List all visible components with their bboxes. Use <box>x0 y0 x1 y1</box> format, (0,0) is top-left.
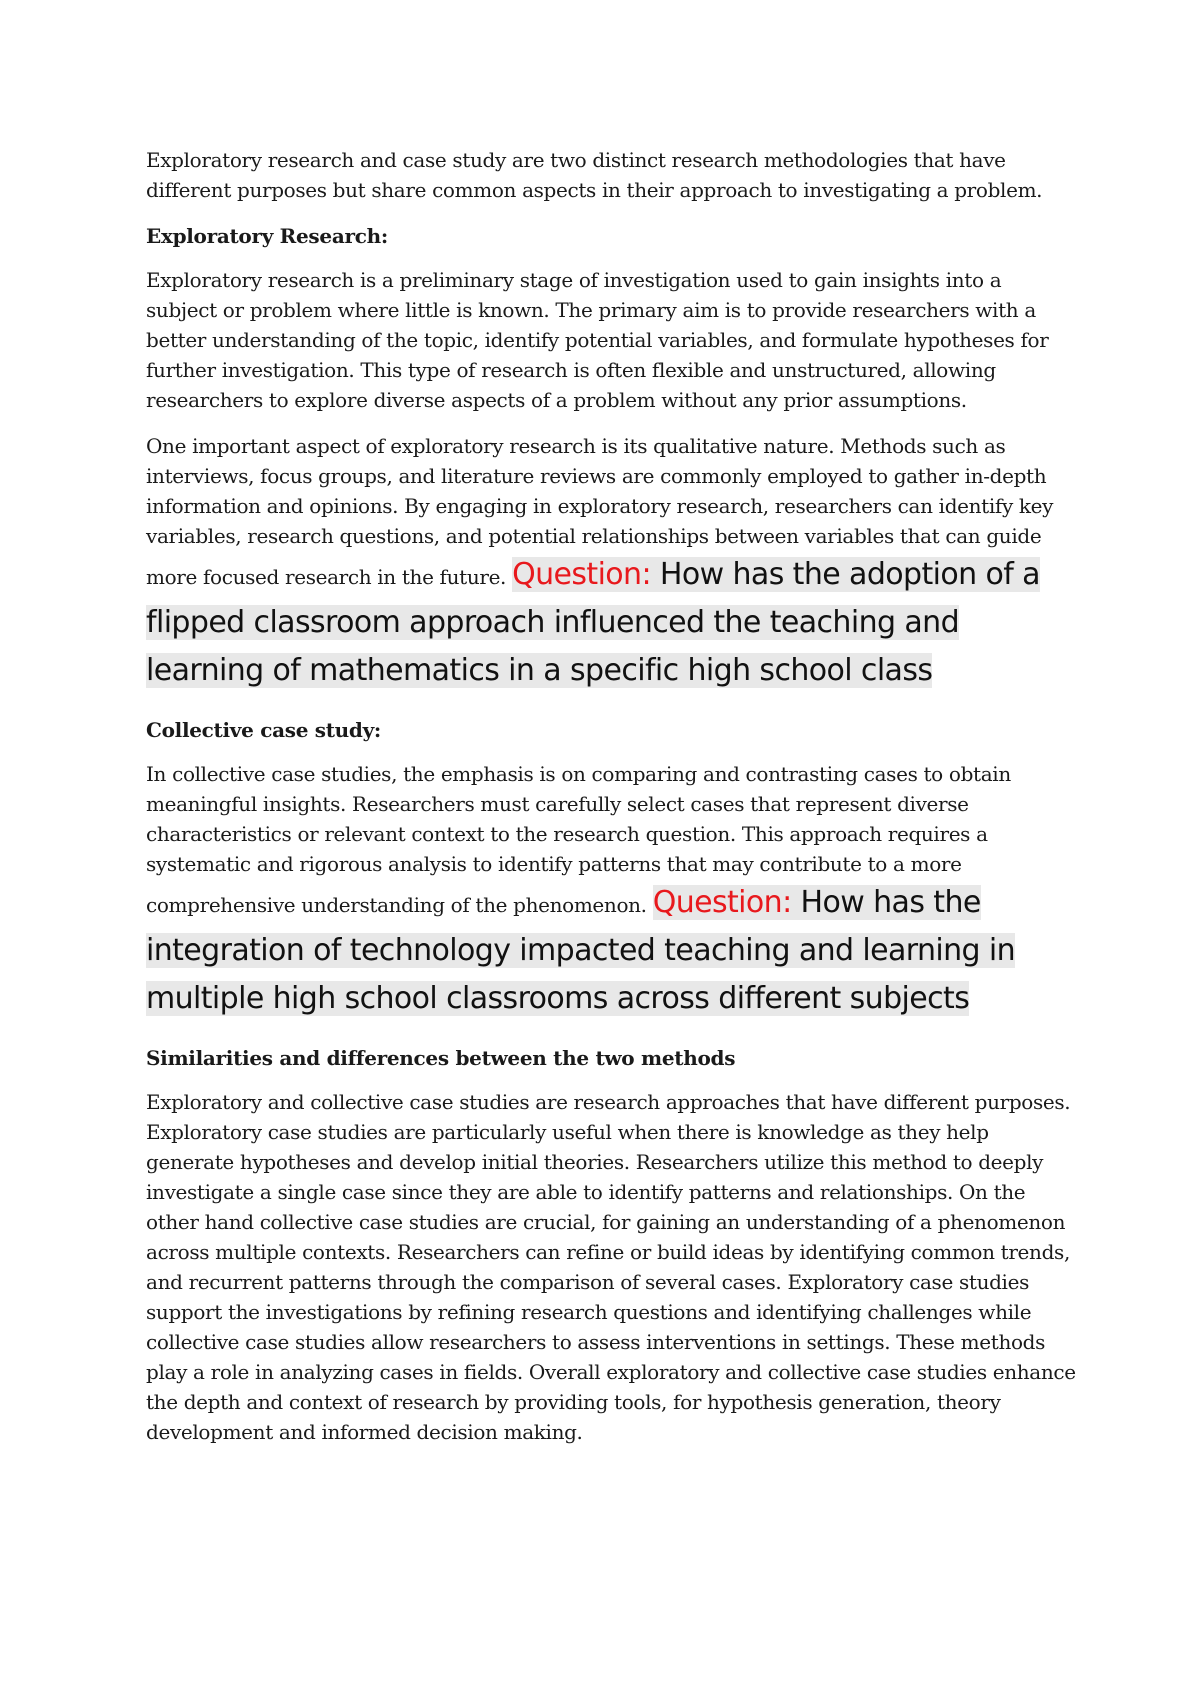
exploratory-paragraph-2 <box>146 431 1076 695</box>
heading-exploratory-research: Exploratory Research: <box>146 224 388 248</box>
exploratory-paragraph-2-text: One important aspect of exploratory research is its qualitative nature. Methods such as interviews, focus groups, and literature reviews are commonly employed to gather in-depth information and opinions. By engaging in exploratory research, researchers can identify key variables, research questions, and potential relationships between variables that can guide more focused research in the future. <box>146 434 1054 589</box>
collective-paragraph-1-text: In collective case studies, the emphasis is on comparing and contrasting cases to obtain meaningful insights. Researchers must carefully select cases that represent diverse characteristics or relevant context to the research question. This approach requires a systematic and rigorous analysis to identify patterns that may contribute to a more comprehensive understanding of the phenomenon. <box>146 762 1011 917</box>
heading-similarities-differences: Similarities and differences between the two methods <box>146 1046 736 1070</box>
exploratory-paragraph-1: Exploratory research is a preliminary stage of investigation used to gain insights into a subject or problem where little is known. The primary aim is to provide researchers with a better understanding of the topic, identify potential variables, and formulate hypotheses for further investigation. This type of research is often flexible and unstructured, allowing researchers to explore diverse aspects of a problem without any prior assumptions. <box>146 268 1049 412</box>
intro-paragraph: Exploratory research and case study are two distinct research methodologies that have different purposes but share common aspects in their approach to investigating a problem. <box>146 148 1043 202</box>
collective-question-label: Question: <box>652 885 792 920</box>
heading-collective-case-study: Collective case study: <box>146 718 382 742</box>
exploratory-question-label: Question: <box>512 557 651 592</box>
collective-paragraph-1 <box>146 759 1076 1023</box>
document-body <box>146 145 1076 1463</box>
similarities-paragraph-1: Exploratory and collective case studies are research approaches that have different purposes. Exploratory case studies are particularly useful when there is knowledge as they help generate hypotheses and develop initial theories. Researchers utilize this method to deeply investigate a single case since they are able to identify patterns and relationships. On the other hand collective case studies are crucial, for gaining an understanding of a phenomenon across multiple contexts. Researchers can refine or build ideas by identifying common trends, and recurrent patterns through the comparison of several cases. Exploratory case studies support the investigations by refining research questions and identifying challenges while collective case studies allow researchers to assess interventions in settings. These methods play a role in analyzing cases in fields. Overall exploratory and collective case studies enhance the depth and context of research by providing tools, for hypothesis generation, theory development and informed decision making. <box>146 1090 1076 1444</box>
collective-question-text: How has the integration of technology impacted teaching and learning in multiple high school classrooms across different subjects <box>146 885 1016 1016</box>
exploratory-question-text: How has the adoption of a flipped classroom approach influenced the teaching and learning of mathematics in a specific high school class <box>146 557 1040 688</box>
